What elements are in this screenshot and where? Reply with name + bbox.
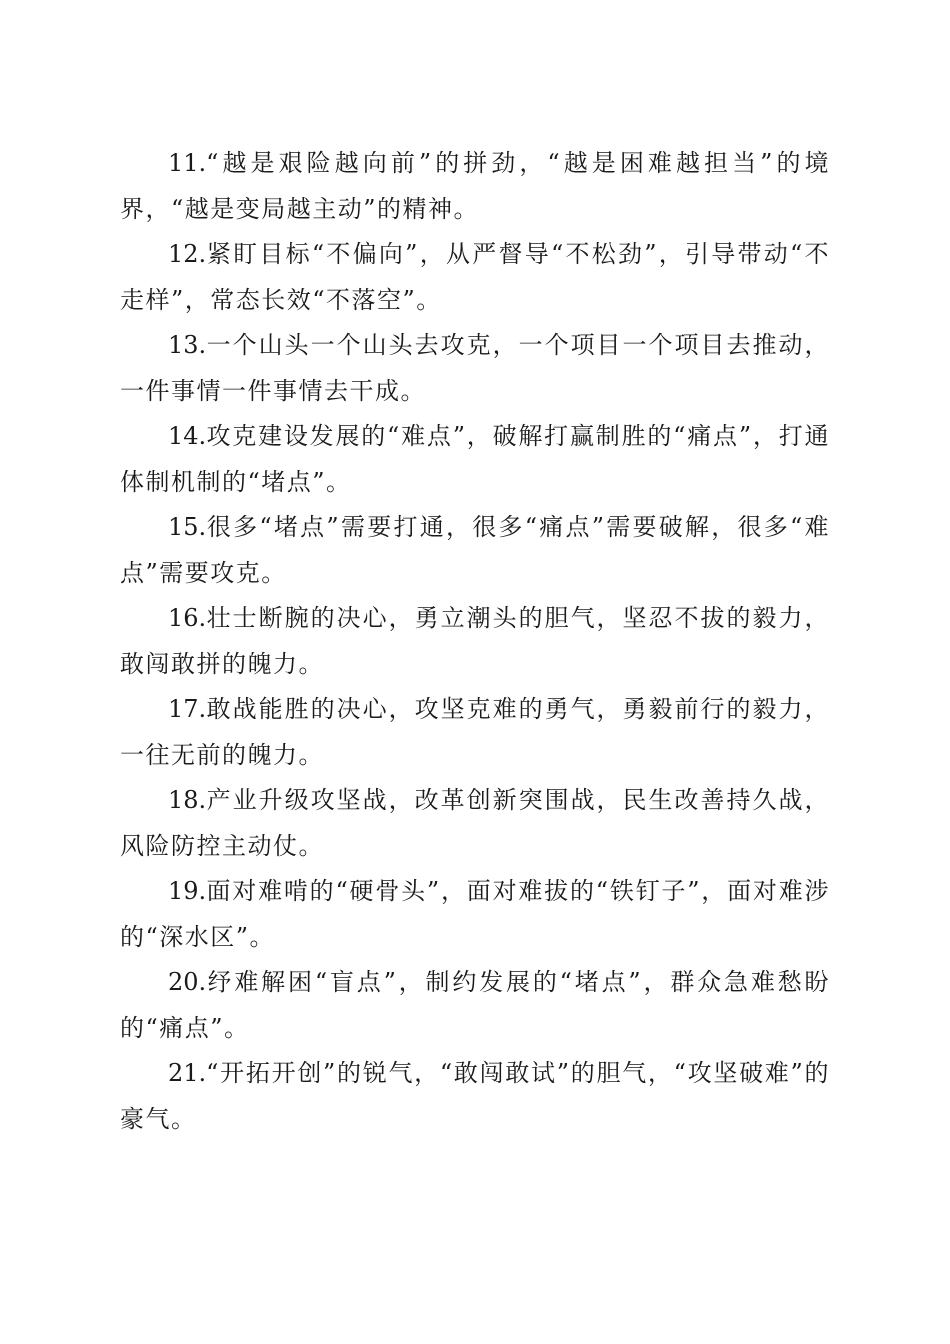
paragraph-11 [120,141,830,232]
paragraph-text: 纾难解困“盲点”，制约发展的“堵点”，群众急难愁盼的“痛点”。 [120,968,830,1042]
paragraph-text: “开拓开创”的锐气，“敢闯敢试”的胆气，“攻坚破难”的豪气。 [120,1059,830,1133]
paragraph-number: 15. [168,513,207,541]
paragraph-text: 面对难啃的“硬骨头”，面对难拔的“铁钉子”，面对难涉的“深水区”。 [120,877,830,951]
paragraph-12 [120,232,830,323]
paragraph-text: 壮士断腕的决心，勇立潮头的胆气，坚忍不拔的毅力，敢闯敢拼的魄力。 [120,604,830,678]
paragraph-19 [120,869,830,960]
paragraph-number: 12. [168,240,207,268]
paragraph-number: 21. [168,1059,207,1087]
paragraph-number: 14. [168,422,207,450]
paragraph-number: 13. [168,331,207,359]
paragraph-18 [120,778,830,869]
paragraph-text: 紧盯目标“不偏向”，从严督导“不松劲”，引导带动“不走样”，常态长效“不落空”。 [120,240,830,314]
paragraph-16 [120,596,830,687]
paragraph-14 [120,414,830,505]
paragraph-17 [120,687,830,778]
paragraph-13 [120,323,830,414]
paragraph-21 [120,1051,830,1142]
paragraph-number: 17. [168,695,207,723]
paragraph-text: 攻克建设发展的“难点”，破解打赢制胜的“痛点”，打通体制机制的“堵点”。 [120,422,830,496]
paragraph-number: 16. [168,604,207,632]
paragraph-15 [120,505,830,596]
paragraph-text: “越是艰险越向前”的拼劲，“越是困难越担当”的境界，“越是变局越主动”的精神。 [120,149,830,223]
paragraph-20 [120,960,830,1051]
paragraph-text: 一个山头一个山头去攻克，一个项目一个项目去推动，一件事情一件事情去干成。 [120,331,830,405]
paragraph-number: 20. [168,968,207,996]
paragraph-number: 19. [168,877,207,905]
paragraph-text: 敢战能胜的决心，攻坚克难的勇气，勇毅前行的毅力，一往无前的魄力。 [120,695,830,769]
paragraph-number: 18. [168,786,207,814]
document-body [120,141,830,1142]
paragraph-number: 11. [168,149,207,177]
paragraph-text: 产业升级攻坚战，改革创新突围战，民生改善持久战，风险防控主动仗。 [120,786,830,860]
paragraph-text: 很多“堵点”需要打通，很多“痛点”需要破解，很多“难点”需要攻克。 [120,513,830,587]
